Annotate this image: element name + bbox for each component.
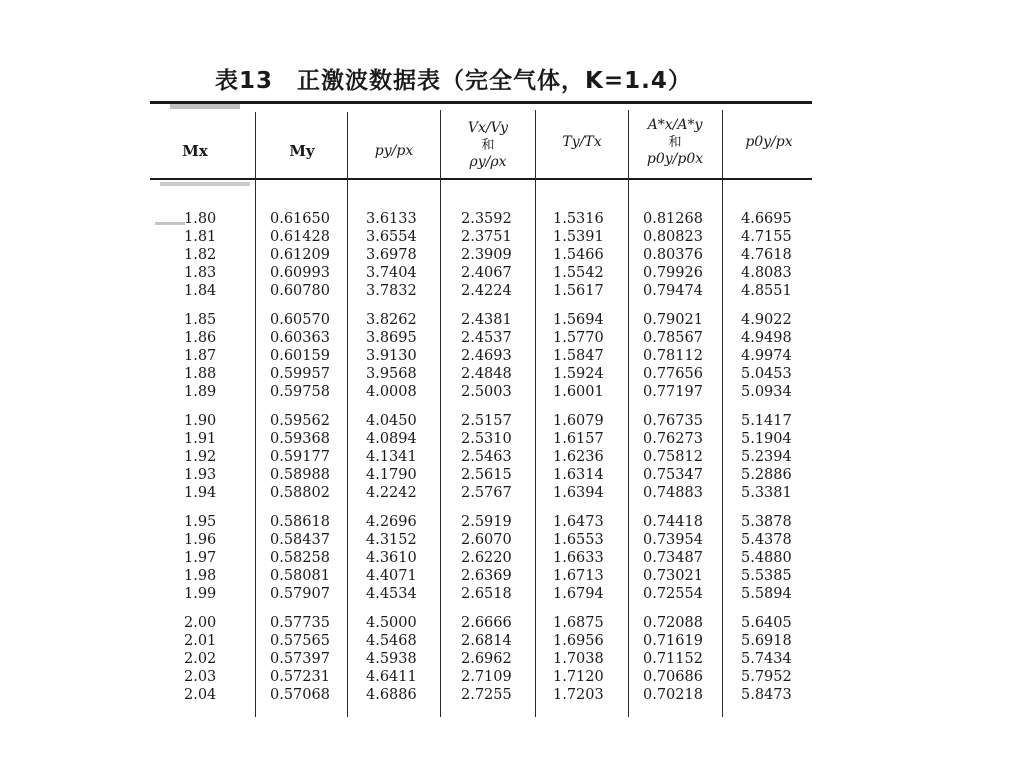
table-cell: 0.61428 xyxy=(270,229,330,245)
group-gap xyxy=(553,502,604,513)
table-cell: 4.9498 xyxy=(741,330,792,346)
group-gap xyxy=(643,502,703,513)
table-cell: 2.01 xyxy=(184,633,217,649)
table-cell: 1.7038 xyxy=(553,651,604,667)
table-cell: 3.6133 xyxy=(366,211,417,227)
scan-speck xyxy=(160,182,250,186)
table-cell: 1.97 xyxy=(184,550,217,566)
table-cell: 1.84 xyxy=(184,283,217,299)
table-cell: 0.59368 xyxy=(270,431,330,447)
table-cell: 4.6886 xyxy=(366,687,417,703)
table-cell: 1.5770 xyxy=(553,330,604,346)
table-cell: 2.4224 xyxy=(461,283,512,299)
column-divider xyxy=(722,110,723,717)
table-cell: 0.75347 xyxy=(643,467,703,483)
table-cell: 4.1341 xyxy=(366,449,417,465)
table-cell: 2.6220 xyxy=(461,550,512,566)
table-cell: 3.9568 xyxy=(366,366,417,382)
header-p0y-px: p0y/px xyxy=(745,134,793,150)
table-cell: 4.5468 xyxy=(366,633,417,649)
table-cell: 0.81268 xyxy=(643,211,703,227)
group-gap xyxy=(366,300,417,311)
table-cell: 0.58988 xyxy=(270,467,330,483)
table-cell: 1.6079 xyxy=(553,413,604,429)
table-cell: 5.6405 xyxy=(741,615,792,631)
table-cell: 1.98 xyxy=(184,568,217,584)
table-cell: 0.76735 xyxy=(643,413,703,429)
group-gap xyxy=(741,502,792,513)
table-cell: 4.9974 xyxy=(741,348,792,364)
table-cell: 0.57068 xyxy=(270,687,330,703)
table-cell: 1.7120 xyxy=(553,669,604,685)
table-cell: 1.6633 xyxy=(553,550,604,566)
table-cell: 5.2394 xyxy=(741,449,792,465)
table-cell: 2.6518 xyxy=(461,586,512,602)
table-cell: 0.60570 xyxy=(270,312,330,328)
group-gap xyxy=(461,401,512,412)
table-cell: 1.89 xyxy=(184,384,217,400)
table-cell: 5.6918 xyxy=(741,633,792,649)
table-cell: 0.58258 xyxy=(270,550,330,566)
table-cell: 5.7952 xyxy=(741,669,792,685)
table-cell: 0.60993 xyxy=(270,265,330,281)
table-cell: 1.93 xyxy=(184,467,217,483)
table-cell: 1.81 xyxy=(184,229,217,245)
table-cell: 5.2886 xyxy=(741,467,792,483)
table-cell: 1.82 xyxy=(184,247,217,263)
header-vx-vy-line3: ρy/ρx xyxy=(469,154,507,170)
table-cell: 2.5463 xyxy=(461,449,512,465)
table-cell: 2.02 xyxy=(184,651,217,667)
table-cell: 2.4067 xyxy=(461,265,512,281)
table-cell: 4.8551 xyxy=(741,283,792,299)
table-cell: 0.61650 xyxy=(270,211,330,227)
table-cell: 1.90 xyxy=(184,413,217,429)
group-gap xyxy=(643,603,703,614)
column-divider xyxy=(535,110,536,717)
table-cell: 0.79926 xyxy=(643,265,703,281)
column-ty-tx xyxy=(553,210,604,704)
table-cell: 4.3610 xyxy=(366,550,417,566)
table-cell: 5.0453 xyxy=(741,366,792,382)
scan-speck xyxy=(155,222,185,225)
table-cell: 1.5542 xyxy=(553,265,604,281)
group-gap xyxy=(461,502,512,513)
table-cell: 5.0934 xyxy=(741,384,792,400)
table-cell: 0.75812 xyxy=(643,449,703,465)
table-cell: 1.6794 xyxy=(553,586,604,602)
table-cell: 1.5694 xyxy=(553,312,604,328)
column-mx xyxy=(184,210,216,704)
table-cell: 5.3878 xyxy=(741,514,792,530)
table-cell: 4.0894 xyxy=(366,431,417,447)
column-divider xyxy=(628,110,629,717)
table-cell: 2.7109 xyxy=(461,669,512,685)
table-cell: 4.9022 xyxy=(741,312,792,328)
table-cell: 0.72088 xyxy=(643,615,703,631)
table-cell: 0.58081 xyxy=(270,568,330,584)
table-cell: 1.88 xyxy=(184,366,217,382)
table-cell: 2.5615 xyxy=(461,467,512,483)
table-cell: 0.60363 xyxy=(270,330,330,346)
table-cell: 1.91 xyxy=(184,431,217,447)
table-cell: 1.6001 xyxy=(553,384,604,400)
table-cell: 0.58437 xyxy=(270,532,330,548)
scan-speck xyxy=(170,104,240,109)
header-ax-ay-line3: p0y/p0x xyxy=(646,151,704,167)
group-gap xyxy=(184,603,216,614)
table-cell: 1.5316 xyxy=(553,211,604,227)
table-cell: 4.1790 xyxy=(366,467,417,483)
table-cell: 5.3381 xyxy=(741,485,792,501)
header-my: My xyxy=(289,142,315,160)
table-cell: 2.3751 xyxy=(461,229,512,245)
table-cell: 1.5466 xyxy=(553,247,604,263)
table-cell: 4.0008 xyxy=(366,384,417,400)
group-gap xyxy=(461,603,512,614)
table-cell: 0.72554 xyxy=(643,586,703,602)
table-cell: 2.03 xyxy=(184,669,217,685)
table-cell: 3.6978 xyxy=(366,247,417,263)
group-gap xyxy=(553,300,604,311)
table-cell: 4.6695 xyxy=(741,211,792,227)
table-cell: 4.3152 xyxy=(366,532,417,548)
table-cell: 4.2696 xyxy=(366,514,417,530)
table-title: 表13 正激波数据表（完全气体，K=1.4） xyxy=(215,68,692,94)
table-cell: 2.4848 xyxy=(461,366,512,382)
table-cell: 2.04 xyxy=(184,687,217,703)
group-gap xyxy=(461,300,512,311)
table-cell: 4.8083 xyxy=(741,265,792,281)
table-cell: 2.00 xyxy=(184,615,217,631)
table-cell: 0.73487 xyxy=(643,550,703,566)
table-cell: 1.6394 xyxy=(553,485,604,501)
table-cell: 4.7618 xyxy=(741,247,792,263)
table-cell: 4.7155 xyxy=(741,229,792,245)
table-cell: 0.80376 xyxy=(643,247,703,263)
header-ty-tx: Ty/Tx xyxy=(562,134,602,150)
table-cell: 0.74883 xyxy=(643,485,703,501)
table-cell: 0.78567 xyxy=(643,330,703,346)
table-cell: 4.0450 xyxy=(366,413,417,429)
table-cell: 0.60159 xyxy=(270,348,330,364)
column-py-px xyxy=(366,210,417,704)
table-cell: 1.6875 xyxy=(553,615,604,631)
table-cell: 3.9130 xyxy=(366,348,417,364)
table-cell: 4.2242 xyxy=(366,485,417,501)
group-gap xyxy=(270,300,330,311)
table-cell: 0.74418 xyxy=(643,514,703,530)
table-cell: 2.6666 xyxy=(461,615,512,631)
table-cell: 2.6814 xyxy=(461,633,512,649)
table-cell: 0.57735 xyxy=(270,615,330,631)
column-vx-vy xyxy=(461,210,512,704)
column-divider xyxy=(347,112,348,717)
column-divider xyxy=(255,112,256,717)
table-cell: 1.80 xyxy=(184,211,217,227)
table-cell: 4.5938 xyxy=(366,651,417,667)
table-cell: 1.6713 xyxy=(553,568,604,584)
table-cell: 1.83 xyxy=(184,265,217,281)
table-cell: 1.6553 xyxy=(553,532,604,548)
table-cell: 0.57231 xyxy=(270,669,330,685)
table-cell: 5.5385 xyxy=(741,568,792,584)
table-cell: 0.57397 xyxy=(270,651,330,667)
table-cell: 2.4693 xyxy=(461,348,512,364)
table-cell: 1.6157 xyxy=(553,431,604,447)
header-vx-vy xyxy=(442,120,534,171)
table-cell: 5.1417 xyxy=(741,413,792,429)
table-cell: 0.77656 xyxy=(643,366,703,382)
table-cell: 1.96 xyxy=(184,532,217,548)
group-gap xyxy=(270,401,330,412)
table-cell: 2.3592 xyxy=(461,211,512,227)
group-gap xyxy=(553,401,604,412)
table-cell: 0.59957 xyxy=(270,366,330,382)
table-cell: 0.59562 xyxy=(270,413,330,429)
table-cell: 1.6236 xyxy=(553,449,604,465)
group-gap xyxy=(270,603,330,614)
table-cell: 5.8473 xyxy=(741,687,792,703)
table-cell: 2.6369 xyxy=(461,568,512,584)
table-cell: 1.6956 xyxy=(553,633,604,649)
table-cell: 1.92 xyxy=(184,449,217,465)
group-gap xyxy=(741,300,792,311)
table-cell: 1.5847 xyxy=(553,348,604,364)
column-my xyxy=(270,210,330,704)
table-cell: 1.86 xyxy=(184,330,217,346)
table-cell: 0.73954 xyxy=(643,532,703,548)
table-cell: 1.6473 xyxy=(553,514,604,530)
group-gap xyxy=(643,300,703,311)
group-gap xyxy=(184,502,216,513)
group-gap xyxy=(270,502,330,513)
table-cell: 1.87 xyxy=(184,348,217,364)
table-cell: 3.7404 xyxy=(366,265,417,281)
group-gap xyxy=(741,401,792,412)
table-cell: 2.5767 xyxy=(461,485,512,501)
group-gap xyxy=(366,401,417,412)
table-cell: 0.71152 xyxy=(643,651,703,667)
table-cell: 2.7255 xyxy=(461,687,512,703)
table-cell: 0.77197 xyxy=(643,384,703,400)
table-cell: 4.4071 xyxy=(366,568,417,584)
table-cell: 0.73021 xyxy=(643,568,703,584)
table-cell: 5.4880 xyxy=(741,550,792,566)
header-ax-ay-line1: A*x/A*y xyxy=(647,117,703,133)
table-cell: 2.6962 xyxy=(461,651,512,667)
table-cell: 3.6554 xyxy=(366,229,417,245)
table-cell: 1.94 xyxy=(184,485,217,501)
table-cell: 2.4381 xyxy=(461,312,512,328)
table-cell: 3.8262 xyxy=(366,312,417,328)
table-cell: 2.5003 xyxy=(461,384,512,400)
column-p0y-px xyxy=(741,210,792,704)
table-cell: 5.1904 xyxy=(741,431,792,447)
table-cell: 1.85 xyxy=(184,312,217,328)
table-cell: 0.80823 xyxy=(643,229,703,245)
table-cell: 0.78112 xyxy=(643,348,703,364)
table-cell: 4.4534 xyxy=(366,586,417,602)
table-cell: 0.70686 xyxy=(643,669,703,685)
top-rule xyxy=(150,101,812,104)
table-cell: 1.5924 xyxy=(553,366,604,382)
table-cell: 0.79474 xyxy=(643,283,703,299)
header-vx-vy-line1: Vx/Vy xyxy=(467,120,509,136)
table-cell: 0.61209 xyxy=(270,247,330,263)
table-cell: 3.7832 xyxy=(366,283,417,299)
table-cell: 2.5157 xyxy=(461,413,512,429)
table-cell: 1.6314 xyxy=(553,467,604,483)
table-cell: 5.5894 xyxy=(741,586,792,602)
group-gap xyxy=(184,401,216,412)
table-cell: 0.58618 xyxy=(270,514,330,530)
table-cell: 0.71619 xyxy=(643,633,703,649)
table-cell: 0.70218 xyxy=(643,687,703,703)
table-cell: 1.95 xyxy=(184,514,217,530)
table-cell: 3.8695 xyxy=(366,330,417,346)
header-ax-ay-line2: 和 xyxy=(668,135,682,150)
header-mx: Mx xyxy=(182,142,208,160)
table-cell: 0.76273 xyxy=(643,431,703,447)
table-cell: 4.5000 xyxy=(366,615,417,631)
table-cell: 2.3909 xyxy=(461,247,512,263)
table-cell: 1.99 xyxy=(184,586,217,602)
table-cell: 0.58802 xyxy=(270,485,330,501)
table-cell: 0.59758 xyxy=(270,384,330,400)
group-gap xyxy=(643,401,703,412)
header-ax-ay xyxy=(630,117,720,168)
group-gap xyxy=(553,603,604,614)
group-gap xyxy=(741,603,792,614)
group-gap xyxy=(184,300,216,311)
table-cell: 2.5919 xyxy=(461,514,512,530)
table-cell: 4.6411 xyxy=(366,669,417,685)
group-gap xyxy=(366,502,417,513)
header-vx-vy-line2: 和 xyxy=(481,138,495,153)
header-bottom-rule xyxy=(150,178,812,180)
table-cell: 0.57565 xyxy=(270,633,330,649)
table-cell: 5.4378 xyxy=(741,532,792,548)
table-cell: 2.4537 xyxy=(461,330,512,346)
table-cell: 1.7203 xyxy=(553,687,604,703)
column-divider xyxy=(440,110,441,717)
table-cell: 1.5391 xyxy=(553,229,604,245)
table-cell: 2.5310 xyxy=(461,431,512,447)
table-cell: 5.7434 xyxy=(741,651,792,667)
group-gap xyxy=(366,603,417,614)
column-ax-ay xyxy=(643,210,703,704)
table-cell: 0.57907 xyxy=(270,586,330,602)
table-cell: 0.79021 xyxy=(643,312,703,328)
table-cell: 1.5617 xyxy=(553,283,604,299)
table-cell: 0.60780 xyxy=(270,283,330,299)
header-py-px: py/px xyxy=(374,143,414,159)
table-cell: 0.59177 xyxy=(270,449,330,465)
table-cell: 2.6070 xyxy=(461,532,512,548)
